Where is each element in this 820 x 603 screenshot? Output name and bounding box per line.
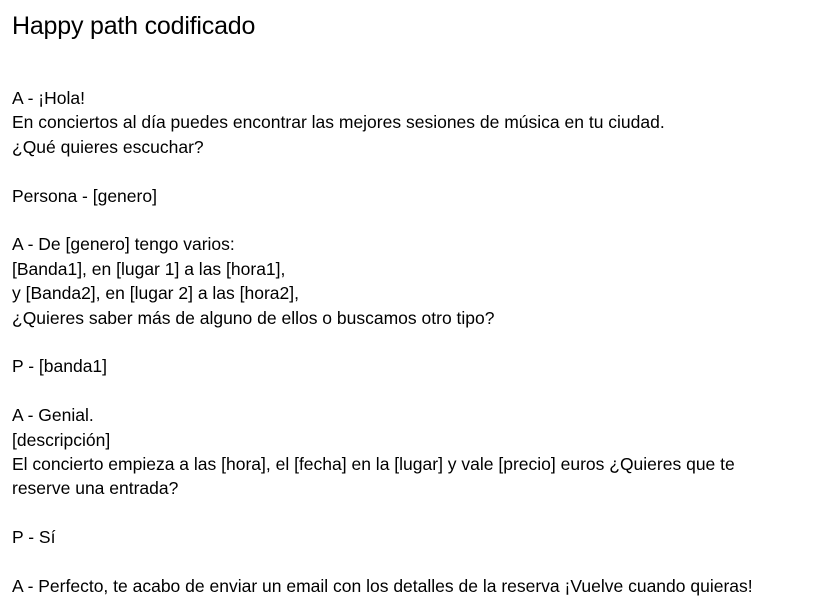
dialogue-line: A - Genial. [12,405,94,426]
blank-line [12,379,808,403]
dialogue-line: y [Banda2], en [lugar 2] a las [hora2], [12,283,299,304]
dialogue-line: A - ¡Hola! [12,88,85,108]
dialogue-line: El concierto empieza a las [hora], el [fecha] en la [lugar] y vale [precio] euros ¿Quieres que te [12,454,735,475]
dialogue-line: A - De [genero] tengo varios: [12,234,235,255]
blank-line [12,208,808,232]
dialogue-line: reserve una entrada? [12,478,179,499]
dialogue-line: A - Perfecto, te acabo de enviar un email con los detalles de la reserva ¡Vuelve cuando quieras! [12,576,753,597]
dialogue-body [12,86,808,598]
blank-line [12,159,808,183]
dialogue-block-user-confirm [12,525,808,549]
dialogue-block-greeting [12,86,808,159]
dialogue-line: [descripción] [12,429,111,450]
dialogue-line: ¿Quieres saber más de alguno de ellos o buscamos otro tipo? [12,307,495,328]
dialogue-block-closing [12,574,808,598]
blank-line [12,501,808,525]
dialogue-block-options [12,232,808,330]
document-title: Happy path codificado [12,12,256,40]
dialogue-line: P - [banda1] [12,356,108,377]
dialogue-line: P - Sí [12,527,56,548]
dialogue-block-user-genre [12,184,808,208]
blank-line [12,550,808,574]
blank-line [12,330,808,354]
dialogue-block-user-band [12,354,808,378]
dialogue-line: En conciertos al día puedes encontrar las mejores sesiones de música en tu ciudad. [12,112,665,133]
dialogue-line: Persona - [genero] [12,185,157,206]
dialogue-line: ¿Qué quieres escuchar? [12,136,204,157]
dialogue-block-details [12,403,808,501]
dialogue-line: [Banda1], en [lugar 1] a las [hora1], [12,258,286,279]
